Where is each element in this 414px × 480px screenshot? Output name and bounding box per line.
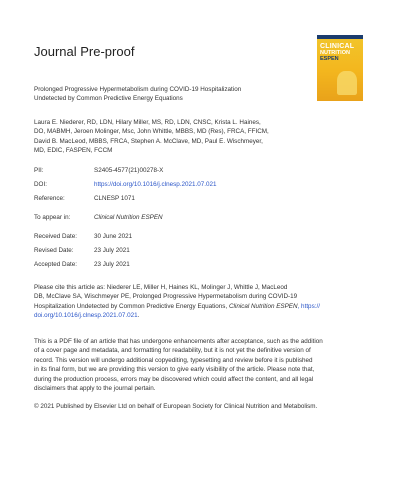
- copyright-notice: © 2021 Published by Elsevier Ltd on behalf of European Society for Clinical Nutrition and Metabolism.: [34, 403, 318, 410]
- author-list: Laura E. Niederer, RD, LDN, Hilary Miller, MS, RD, LDN, CNSC, Krista L. Haines, DO, MABMH, Jeroen Molinger, Msc, John Whittle, MBBS, MD (Res), FRCA, FFICM, David B. MacLeod, MBBS, FRCA, Stephen A. McClave, MD, Paul E. Wischmeyer, MD, EDIC, FASPEN, FCCM: [34, 119, 269, 154]
- cover-title-line3: ESPEN: [320, 56, 339, 62]
- citation-doi-link-start[interactable]: , https://: [297, 302, 320, 310]
- journal-cover-image: [317, 35, 363, 101]
- journal-pre-proof-heading: Journal Pre-proof: [34, 44, 135, 59]
- cover-top-bar: [317, 35, 363, 39]
- cover-title-line2: NUTRITION: [320, 50, 350, 56]
- pdf-page: Journal Pre-proof CLINICAL NUTRITION ESPEN Prolonged Progressive Hypermetabolism during COVID-19 Hospitalization Undetected by Common Predictive Energy Equations Laura E. Niederer, RD, LDN, Hilary Miller, MS, RD, LDN, CNSC, Krista L. Haines, DO, MABMH, Jeroen Molinger, Msc, John Whittle, MBBS, MD (Res), FRCA, FFICM, David B. MacLeod, MBBS, FRCA, Stephen A. McClave, MD, Paul E. Wischmeyer, MD, EDIC, FASPEN, FCCM PII: S2405-4577(21)00278-X DOI: https://doi.org/10.1016/j.clnesp.2021.07.021 Reference: CLNESP 1071 To appear in: Clinical Nutrition ESPEN Received Date: 30 June 2021 Revised Date: 23 July 2021 Accepted Date: 23 July 2021 Please cite this article as: Niederer LE, Miller H, Haines KL, Molinger J, Whittle J, MacLeod DB, McClave SA, Wischmeyer PE, Prolonged Progressive Hypermetabolism during COVID-19 Hospitalization Undetected by Common Predictive Energy Equations, Clinical Nutrition ESPEN, https:// doi.org/10.1016/j.clnesp.2021.07.021. This is a PDF file of an article that has undergone enhancements after acceptance, such as the addition of a cover page and metadata, and formatting for readability, but it is not yet the definitive version of record. This version will undergo additional copyediting, typesetting and review before it is published in its final form, but we are providing this version to give early visibility of the article. Please note that, during the production process, errors may be discovered which could affect the content, and all legal disclaimers that apply to the journal pertain. © 2021 Published by Elsevier Ltd on behalf of European Society for Clinical Nutrition and Metabolism.: [0, 0, 414, 480]
- citation-doi-link[interactable]: doi.org/10.1016/j.clnesp.2021.07.021: [34, 312, 138, 320]
- article-title: Prolonged Progressive Hypermetabolism during COVID-19 Hospitalization Undetected by Common Predictive Energy Equations: [34, 86, 242, 103]
- cover-title-line1: CLINICAL: [320, 43, 355, 50]
- doi-link[interactable]: https://doi.org/10.1016/j.clnesp.2021.07.021: [94, 181, 217, 188]
- citation-paragraph: Please cite this article as: Niederer LE, Miller H, Haines KL, Molinger J, Whittle J, MacLeod DB, McClave SA, Wischmeyer PE, Prolonged Progressive Hypermetabolism during COVID-19 Hospitalization Undetected by Common Predictive Energy Equations, Clinical Nutrition ESPEN, https:// doi.org/10.1016/j.clnesp.2021.07.021.: [34, 284, 320, 320]
- disclaimer-paragraph: This is a PDF file of an article that has undergone enhancements after acceptance, such as the addition of a cover page and metadata, and formatting for readability, but it is not yet the definitive version of record. This version will undergo additional copyediting, typesetting and review before it is published in its final form, but we are providing this version to give early visibility of the article. Please note that, during the production process, errors may be discovered which could affect the content, and all legal disclaimers that apply to the journal pertain.: [34, 338, 323, 393]
- cover-graphic: [337, 71, 357, 95]
